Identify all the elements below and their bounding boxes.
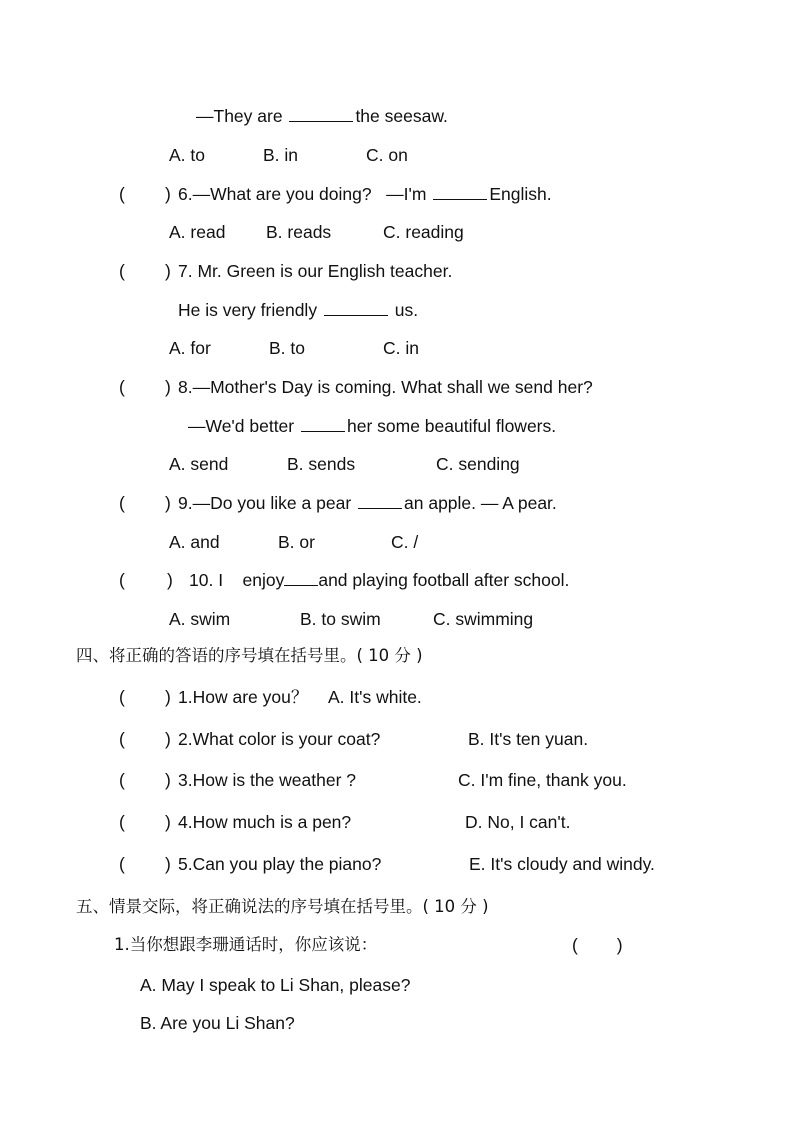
s4-q5-question: 5.Can you play the piano?: [178, 854, 382, 874]
q8-option-b: B. sends: [287, 454, 356, 474]
s4-q3-paren-right: ): [165, 770, 171, 790]
q5-option-c: C. on: [366, 145, 408, 165]
s4-q2-question: 2.What color is your coat?: [178, 729, 381, 749]
section5-title: 五、情景交际，将正确说法的序号填在括号里。( 10 分 ): [76, 897, 489, 916]
q10-option-b: B. to swim: [300, 609, 381, 629]
s4-q1-paren-right: ): [165, 687, 171, 707]
q8-text-a: —We'd better: [188, 416, 299, 436]
q7-blank[interactable]: [324, 299, 388, 316]
q10-line: [189, 569, 569, 591]
q6-text-a: 6.—What are you doing? —I'm: [178, 184, 432, 204]
q7-line1: 7. Mr. Green is our English teacher.: [178, 261, 453, 281]
q8-blank[interactable]: [301, 415, 345, 432]
q7-paren-right: ): [165, 261, 171, 281]
q9-option-c: C. /: [391, 532, 419, 552]
s4-q2-answer: B. It's ten yuan.: [468, 729, 589, 749]
q10-option-a: A. swim: [169, 609, 231, 629]
s5-q1-question: 1.当你想跟李珊通话时，你应该说：: [114, 935, 378, 954]
q10-option-c: C. swimming: [433, 609, 534, 629]
s5-q1-option-b: B. Are you Li Shan?: [140, 1013, 295, 1033]
s4-q2-paren-right: ): [165, 729, 171, 749]
q7-option-b: B. to: [269, 338, 305, 358]
q9-blank[interactable]: [358, 492, 402, 509]
q6-paren-right: ): [165, 184, 171, 204]
q8-line2: [188, 415, 556, 437]
q6-option-b: B. reads: [266, 222, 332, 242]
q5-option-a: A. to: [169, 145, 205, 165]
q9-paren-left: (: [119, 493, 125, 513]
s4-q1-answer: A. It's white.: [328, 687, 422, 707]
q5-text-a: —They are: [196, 106, 288, 126]
s4-q5-paren-right: ): [165, 854, 171, 874]
q8-text-b: her some beautiful flowers.: [346, 416, 557, 436]
q8-paren-right: ): [165, 377, 171, 397]
q9-option-a: A. and: [169, 532, 220, 552]
q5-text-b: the seesaw.: [355, 106, 448, 126]
q6-option-c: C. reading: [383, 222, 464, 242]
s5-q1-paren[interactable]: ( ): [572, 935, 623, 955]
s4-q4-answer: D. No, I can't.: [465, 812, 571, 832]
s4-q3-paren-left: (: [119, 770, 125, 790]
section4-title: 四、将正确的答语的序号填在括号里。( 10 分 ): [76, 646, 423, 665]
q9-option-b: B. or: [278, 532, 315, 552]
q8-option-a: A. send: [169, 454, 229, 474]
q10-paren-right: ): [167, 570, 173, 590]
q8-option-c: C. sending: [436, 454, 520, 474]
s4-q5-paren-left: (: [119, 854, 125, 874]
q6-paren-left: (: [119, 184, 125, 204]
q10-text-b: and playing football after school.: [318, 570, 570, 590]
q9-paren-right: ): [165, 493, 171, 513]
s4-q4-question: 4.How much is a pen?: [178, 812, 352, 832]
q5-line: [196, 105, 448, 127]
s5-q1-option-a: A. May I speak to Li Shan, please?: [140, 975, 411, 995]
s4-q1-paren-left: (: [119, 687, 125, 707]
q6-text-b: English.: [489, 184, 552, 204]
s4-q3-question: 3.How is the weather ?: [178, 770, 357, 790]
s4-q2-paren-left: (: [119, 729, 125, 749]
q5-blank[interactable]: [289, 105, 353, 122]
q10-blank[interactable]: [284, 569, 318, 586]
q7-option-a: A. for: [169, 338, 211, 358]
q8-paren-left: (: [119, 377, 125, 397]
q7-option-c: C. in: [383, 338, 419, 358]
q10-text-a: 10. I enjoy: [189, 570, 285, 590]
q7-line2: [178, 299, 418, 321]
q9-line: [178, 492, 557, 514]
q7-text-a: He is very friendly: [178, 300, 322, 320]
q8-line1: 8.—Mother's Day is coming. What shall we send her?: [178, 377, 593, 397]
q7-paren-left: (: [119, 261, 125, 281]
s4-q5-answer: E. It's cloudy and windy.: [469, 854, 655, 874]
q10-paren-left: (: [119, 570, 125, 590]
s4-q4-paren-left: (: [119, 812, 125, 832]
q6-line: [178, 183, 552, 205]
q9-text-b: an apple. — A pear.: [404, 493, 557, 513]
s4-q4-paren-right: ): [165, 812, 171, 832]
q5-option-b: B. in: [263, 145, 299, 165]
q6-blank[interactable]: [433, 183, 487, 200]
q7-text-b: us.: [389, 300, 419, 320]
q6-option-a: A. read: [169, 222, 226, 242]
s4-q1-question: 1.How are you？: [178, 687, 309, 707]
q9-text-a: 9.—Do you like a pear: [178, 493, 357, 513]
s4-q3-answer: C. I'm fine, thank you.: [458, 770, 627, 790]
